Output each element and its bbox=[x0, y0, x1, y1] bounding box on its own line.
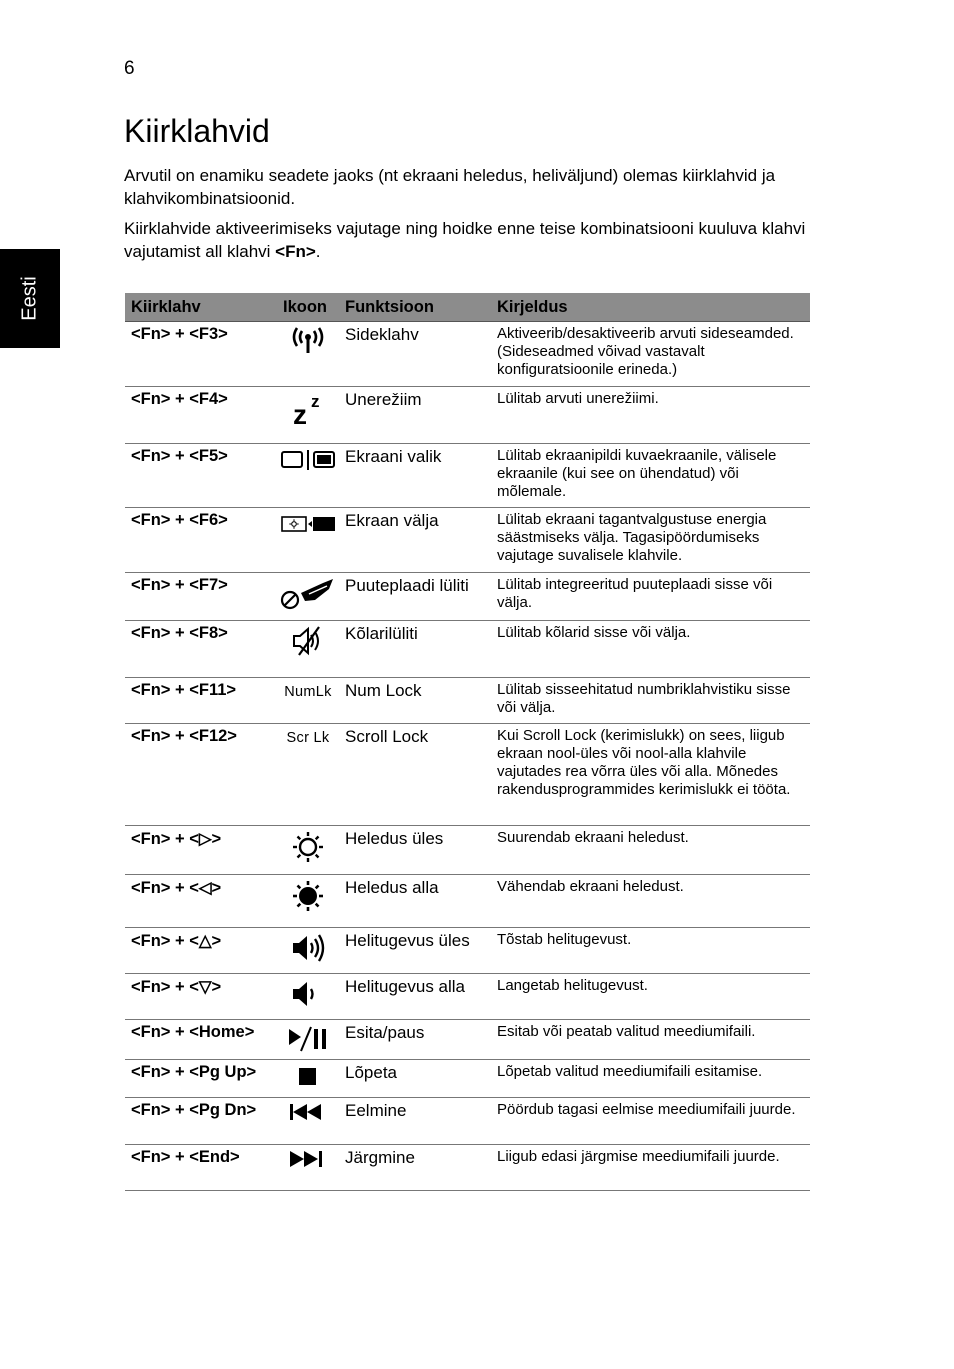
table-row bbox=[125, 826, 810, 875]
function-cell: Puuteplaadi lüliti bbox=[339, 573, 491, 621]
description-cell: Tõstab helitugevust. bbox=[491, 928, 810, 974]
hotkey-cell: <Fn> + <F3> bbox=[125, 322, 277, 387]
description-cell: Kui Scroll Lock (kerimislukk) on sees, liigub ekraan nool-üles või nool-alla klahvile vajutades rea võrra üles või alla. Mõnedes rakendusprogrammides kerimislukk ei tööta. bbox=[491, 724, 810, 826]
header-hotkey: Kiirklahv bbox=[125, 293, 277, 322]
description-cell: Liigub edasi järgmise meediumifaili juurde. bbox=[491, 1145, 810, 1191]
speaker-mute-icon bbox=[291, 644, 325, 661]
table-row bbox=[125, 508, 810, 573]
hotkey-cell: <Fn> + <F7> bbox=[125, 573, 277, 621]
function-cell: Kõlarilüliti bbox=[339, 621, 491, 678]
icon-cell bbox=[277, 322, 339, 387]
table-row bbox=[125, 928, 810, 974]
function-cell: Ekraani valik bbox=[339, 444, 491, 508]
function-cell: Num Lock bbox=[339, 678, 491, 724]
description-cell: Pöördub tagasi eelmise meediumifaili juurde. bbox=[491, 1098, 810, 1145]
table-row bbox=[125, 1098, 810, 1145]
page-number: 6 bbox=[124, 58, 135, 79]
function-cell: Helitugevus üles bbox=[339, 928, 491, 974]
hotkey-table bbox=[125, 293, 810, 1191]
description-cell: Lülitab arvuti unerežiimi. bbox=[491, 387, 810, 444]
display-off-icon bbox=[279, 523, 337, 540]
icon-cell bbox=[277, 1098, 339, 1145]
hotkey-cell: <Fn> + <Pg Dn> bbox=[125, 1098, 277, 1145]
icon-cell bbox=[277, 875, 339, 928]
function-cell: Helitugevus alla bbox=[339, 974, 491, 1020]
function-cell: Scroll Lock bbox=[339, 724, 491, 826]
volume-up-icon bbox=[290, 951, 326, 968]
table-row bbox=[125, 621, 810, 678]
table-row bbox=[125, 322, 810, 387]
function-cell: Järgmine bbox=[339, 1145, 491, 1191]
icon-cell bbox=[277, 621, 339, 678]
hotkey-cell: <Fn> + <F12> bbox=[125, 724, 277, 826]
table-row bbox=[125, 974, 810, 1020]
hotkey-cell: <Fn> + <F11> bbox=[125, 678, 277, 724]
description-cell: Lülitab kõlarid sisse või välja. bbox=[491, 621, 810, 678]
function-cell: Unerežiim bbox=[339, 387, 491, 444]
function-cell: Sideklahv bbox=[339, 322, 491, 387]
hotkey-cell: <Fn> + <▽> bbox=[125, 974, 277, 1020]
icon-cell bbox=[277, 1060, 339, 1098]
description-cell: Vähendab ekraani heledust. bbox=[491, 875, 810, 928]
instruction-paragraph bbox=[124, 217, 814, 263]
hotkey-cell: <Fn> + <F6> bbox=[125, 508, 277, 573]
instruction-text: Kiirklahvide aktiveerimiseks vajutage ning hoidke enne teise kombinatsiooni kuuluva klahvi vajutamist all klahvi bbox=[124, 219, 806, 261]
brightness-down-icon bbox=[291, 900, 325, 917]
function-cell: Heledus üles bbox=[339, 826, 491, 875]
table-header-row bbox=[125, 293, 810, 322]
function-cell: Heledus alla bbox=[339, 875, 491, 928]
icon-cell bbox=[277, 1020, 339, 1060]
intro-paragraph: Arvutil on enamiku seadete jaoks (nt ekraani heledus, heliväljund) olemas kiirklahvid ja klahvikombinatsioonid. bbox=[124, 166, 776, 208]
fn-key-label: <Fn> bbox=[275, 242, 316, 261]
table-row bbox=[125, 1060, 810, 1098]
table-row bbox=[125, 678, 810, 724]
hotkey-cell: <Fn> + <F5> bbox=[125, 444, 277, 508]
display-toggle-icon bbox=[279, 459, 337, 476]
table-row bbox=[125, 724, 810, 826]
table-row bbox=[125, 444, 810, 508]
description-cell: Lõpetab valitud meediumifaili esitamise. bbox=[491, 1060, 810, 1098]
instruction-end: . bbox=[315, 242, 321, 261]
icon-cell bbox=[277, 387, 339, 444]
icon-cell bbox=[277, 826, 339, 875]
previous-track-icon bbox=[288, 1109, 328, 1126]
hotkey-cell: <Fn> + <△> bbox=[125, 928, 277, 974]
numlock-text: NumLk bbox=[284, 684, 332, 700]
touchpad-toggle-icon bbox=[279, 598, 337, 615]
description-cell: Lülitab ekraanipildi kuvaekraanile, välisele ekraanile (kui see on ühendatud) või mõlemale. bbox=[491, 444, 810, 508]
sleep-zz-icon bbox=[291, 392, 325, 431]
header-function: Funktsioon bbox=[339, 293, 491, 322]
hotkey-cell: <Fn> + <F4> bbox=[125, 387, 277, 444]
table-row bbox=[125, 573, 810, 621]
description-cell: Esitab või peatab valitud meediumifaili. bbox=[491, 1020, 810, 1060]
description-cell: Lülitab sisseehitatud numbriklahvistiku sisse või välja. bbox=[491, 678, 810, 724]
header-icon: Ikoon bbox=[277, 293, 339, 322]
play-pause-icon bbox=[286, 1041, 330, 1058]
wireless-icon bbox=[288, 343, 328, 360]
icon-cell bbox=[277, 573, 339, 621]
function-cell: Esita/paus bbox=[339, 1020, 491, 1060]
next-track-icon bbox=[288, 1156, 328, 1173]
table-row bbox=[125, 1145, 810, 1191]
function-cell: Ekraan välja bbox=[339, 508, 491, 573]
description-cell: Aktiveerib/desaktiveerib arvuti sideseamded. (Sideseadmed võivad vastavalt konfiguratsioonile erineda.) bbox=[491, 322, 810, 387]
icon-cell bbox=[277, 928, 339, 974]
stop-icon bbox=[296, 1075, 320, 1092]
hotkey-cell: <Fn> + <Home> bbox=[125, 1020, 277, 1060]
language-tab bbox=[0, 249, 60, 348]
svg-text:z: z bbox=[293, 399, 307, 427]
hotkey-cell: <Fn> + <▷> bbox=[125, 826, 277, 875]
icon-cell bbox=[277, 508, 339, 573]
hotkey-cell: <Fn> + <End> bbox=[125, 1145, 277, 1191]
page-title: Kiirklahvid bbox=[124, 113, 270, 149]
language-tab-label: Eesti bbox=[18, 276, 41, 321]
table-row bbox=[125, 875, 810, 928]
icon-cell bbox=[277, 1145, 339, 1191]
icon-cell bbox=[277, 724, 339, 826]
table-row bbox=[125, 1020, 810, 1060]
icon-cell bbox=[277, 444, 339, 508]
function-cell: Eelmine bbox=[339, 1098, 491, 1145]
brightness-up-icon bbox=[291, 851, 325, 868]
description-cell: Lülitab integreeritud puuteplaadi sisse või välja. bbox=[491, 573, 810, 621]
description-cell: Suurendab ekraani heledust. bbox=[491, 826, 810, 875]
hotkey-cell: <Fn> + <◁> bbox=[125, 875, 277, 928]
description-cell: Langetab helitugevust. bbox=[491, 974, 810, 1020]
icon-cell bbox=[277, 974, 339, 1020]
icon-cell bbox=[277, 678, 339, 724]
function-cell: Lõpeta bbox=[339, 1060, 491, 1098]
hotkey-cell: <Fn> + <F8> bbox=[125, 621, 277, 678]
scrolllock-text: Scr Lk bbox=[286, 730, 330, 746]
svg-text:z: z bbox=[311, 392, 320, 411]
header-description: Kirjeldus bbox=[491, 293, 810, 322]
table-row bbox=[125, 387, 810, 444]
description-cell: Lülitab ekraani tagantvalgustuse energia säästmiseks välja. Tagasipöördumiseks vajutage suvalisele klahvile. bbox=[491, 508, 810, 573]
volume-down-icon bbox=[290, 997, 326, 1014]
hotkey-cell: <Fn> + <Pg Up> bbox=[125, 1060, 277, 1098]
